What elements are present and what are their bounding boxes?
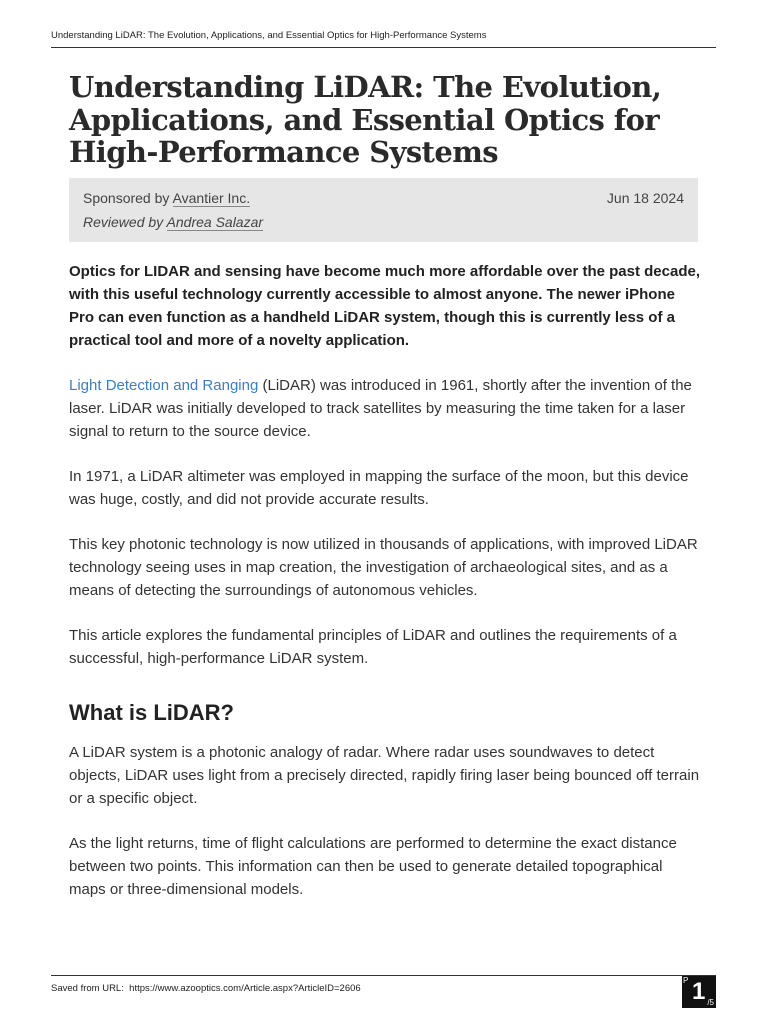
running-header: Understanding LiDAR: The Evolution, Applications, and Essential Optics for High-Performance Systems bbox=[51, 30, 487, 41]
saved-label: Saved from URL: bbox=[51, 983, 124, 994]
paragraph-2: In 1971, a LiDAR altimeter was employed in mapping the surface of the moon, but this device was huge, costly, and did not provide accurate results. bbox=[69, 468, 689, 508]
footer-divider bbox=[51, 975, 716, 976]
paragraph-5: A LiDAR system is a photonic analogy of radar. Where radar uses soundwaves to detect objects, LiDAR uses light from a precisely directed, rapidly firing laser being bounced off terrain or a specific object. bbox=[69, 744, 700, 807]
sponsor-line bbox=[83, 190, 250, 206]
page-number-badge bbox=[682, 976, 716, 1008]
reviewer-link[interactable]: Andrea Salazar bbox=[166, 214, 264, 230]
sponsor-link[interactable]: Avantier Inc. bbox=[172, 190, 251, 206]
page-total: /5 bbox=[707, 998, 714, 1007]
paragraph-6: As the light returns, time of flight calculations are performed to determine the exact distance between two points. This information can then be used to generate detailed topographical maps or three-dimensional models. bbox=[69, 835, 677, 898]
article-title: Understanding LiDAR: The Evolution, Applications, and Essential Optics for High-Performance Systems bbox=[69, 70, 662, 169]
sponsor-prefix: Sponsored by bbox=[83, 190, 170, 206]
reviewer-prefix: Reviewed by bbox=[83, 214, 164, 230]
page-number: 1 bbox=[692, 978, 706, 1005]
reviewer-line bbox=[83, 214, 263, 230]
paragraph-1 bbox=[69, 374, 701, 443]
lead-paragraph: Optics for LIDAR and sensing have become much more affordable over the past decade, with this useful technology currently accessible to almost anyone. The newer iPhone Pro can even function as a handheld LiDAR system, though this is currently less of a practical tool and more of a novelty application. bbox=[69, 263, 700, 349]
publish-date: Jun 18 2024 bbox=[606, 190, 684, 206]
header-divider bbox=[51, 47, 716, 48]
lidar-definition-link[interactable]: Light Detection and Ranging bbox=[69, 377, 259, 394]
paragraph-3: This key photonic technology is now utilized in thousands of applications, with improved LiDAR technology seeing uses in map creation, the investigation of archaeological sites, and as a means of detecting the surroundings of autonomous vehicles. bbox=[69, 536, 698, 599]
source-url[interactable]: https://www.azooptics.com/Article.aspx?ArticleID=2606 bbox=[129, 983, 361, 994]
article-meta-box bbox=[69, 178, 698, 242]
page-prefix: P bbox=[683, 976, 689, 985]
footer-source bbox=[51, 983, 361, 995]
section-heading: What is LiDAR? bbox=[69, 700, 234, 725]
paragraph-4: This article explores the fundamental principles of LiDAR and outlines the requirements of a successful, high-performance LiDAR system. bbox=[69, 627, 677, 667]
paragraph-1-text: (LiDAR) was introduced in 1961, shortly after the invention of the laser. LiDAR was initially developed to track satellites by measuring the time taken for a laser signal to return to the source device. bbox=[69, 377, 692, 440]
